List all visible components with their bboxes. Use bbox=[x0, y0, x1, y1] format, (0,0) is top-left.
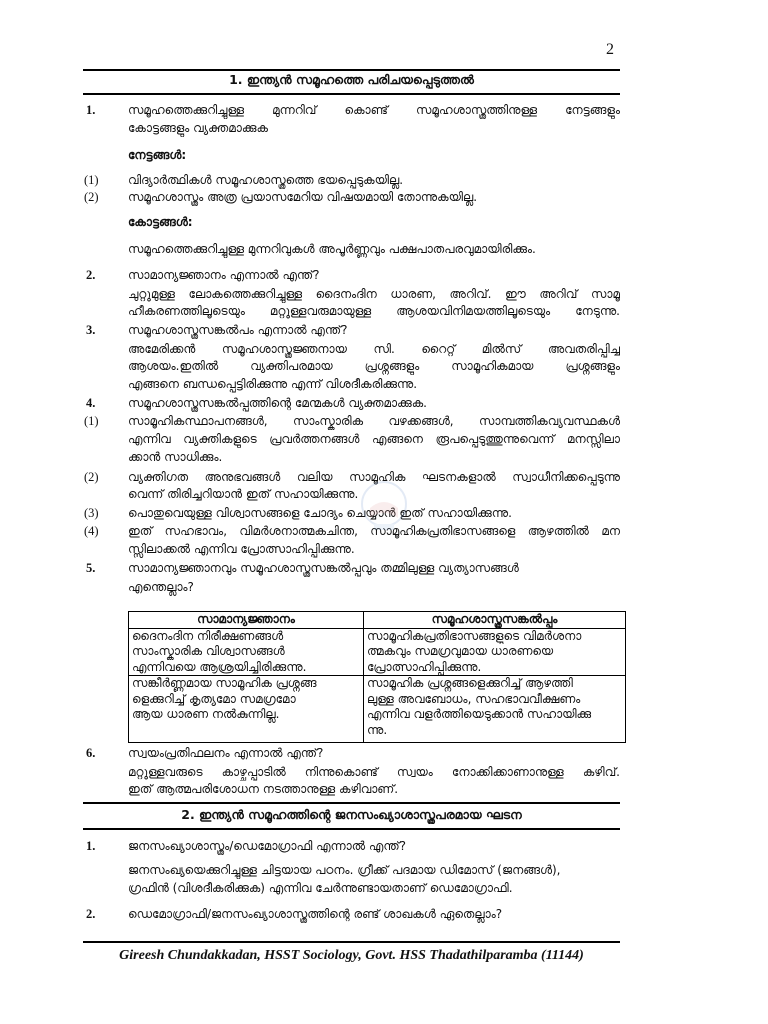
cell-line: എന്നിവയെ ആശ്രയിച്ചിരിക്കുന്നു. bbox=[132, 659, 307, 674]
section-1-heading: 1. ഇന്ത്യൻ സമൂഹത്തെ പരിചയപ്പെടുത്തൽ bbox=[229, 72, 474, 87]
footer-rule bbox=[83, 941, 620, 943]
section-2-heading: 2. ഇന്ത്യൻ സമൂഹത്തിന്റെ ജനസംഖ്യാശാസ്ത്രപരമായ ഘടന bbox=[181, 807, 522, 822]
table-cell bbox=[364, 676, 626, 743]
cell-line: ആയ ധാരണ നൽകുന്നില്ല. bbox=[132, 707, 280, 721]
q3-answer-line: എങ്ങനെ ബന്ധപ്പെട്ടിരിക്കുന്നു എന്ന് വിശദീകരിക്കുന്നു. bbox=[128, 377, 418, 391]
q3-question: സമൂഹശാസ്ത്രസങ്കൽപം എന്നാൽ എന്ത്? bbox=[128, 323, 348, 337]
table-header-cell: സമൂഹശാസ്ത്രസങ്കൽപ്പം bbox=[364, 612, 626, 629]
q6-answer-line: ഇത് ആത്മപരിശോധന നടത്താനുള്ള കഴിവാണ്. bbox=[128, 782, 399, 796]
q3-answer-line: അമേരിക്കൻ സമൂഹശാസ്ത്രജ്ഞനായ സി. റൈറ്റ് മിൽസ് അവതരിപ്പിച്ച bbox=[128, 342, 620, 356]
s2-q2-number: 2. bbox=[86, 907, 96, 921]
cell-line: ളെക്കുറിച്ച് കൃത്യമോ സമഗ്രമോ bbox=[132, 691, 296, 706]
advantage-text: വിദ്യാർത്ഥികൾ സമൂഹശാസ്ത്രത്തെ ഭയപ്പെടുകയില്ല. bbox=[128, 173, 404, 187]
q3-answer-line: ആശയം.ഇതിൽ വ്യക്തിപരമായ പ്രശ്നങ്ങളും സാമൂഹികമായ പ്രശ്നങ്ങളും bbox=[128, 359, 620, 373]
table-header-row bbox=[129, 612, 626, 629]
disadvantages-text: സമൂഹത്തെക്കുറിച്ചുള്ള മുന്നറിവുകൾ അപൂർണ്ണവും പക്ഷപാതപരവുമായിരിക്കും. bbox=[128, 242, 536, 256]
table-row bbox=[129, 676, 626, 743]
s2-q1-question: ജനസംഖ്യാശാസ്ത്രം/ഡെമോഗ്രാഫി എന്നാൽ എന്ത്? bbox=[128, 839, 407, 853]
cell-line: ന്നു. bbox=[367, 722, 388, 737]
advantage-marker: (2) bbox=[84, 190, 99, 204]
cell-line: ലുള്ള അവബോധം, സഹഭാവവീക്ഷണം bbox=[367, 691, 581, 706]
s2-q1-number: 1. bbox=[86, 839, 96, 853]
section-2-bottom-rule bbox=[83, 828, 620, 830]
table-header-cell: സാമാന്യജ്ഞാനം bbox=[129, 612, 364, 629]
q2-answer-line: ഹീകരണത്തിലൂടെയും മറ്റുള്ളവരുമായുള്ള ആശയവിനിമയത്തിലൂടെയും നേടുന്നു. bbox=[128, 304, 620, 318]
q4-point-marker: (2) bbox=[84, 470, 99, 484]
q2-number: 2. bbox=[86, 268, 96, 282]
q6-question: സ്വയംപ്രതിഫലനം എന്നാൽ എന്ത്? bbox=[128, 746, 324, 760]
q4-point-line: എന്നിവ വ്യക്തികളുടെ പ്രവർത്തനങ്ങൾ എങ്ങനെ രൂപപ്പെടുത്തുന്നുവെന്ന് മനസ്സിലാ bbox=[128, 432, 620, 446]
cell-line: ദൈനംദിന നിരീക്ഷണങ്ങൾ bbox=[132, 628, 284, 643]
table-row bbox=[129, 628, 626, 676]
section-1-bottom-rule bbox=[83, 93, 620, 95]
cell-line: പ്രോത്സാഹിപ്പിക്കുന്നു. bbox=[367, 659, 482, 674]
comparison-table bbox=[128, 611, 626, 743]
table-cell bbox=[364, 628, 626, 676]
disadvantages-label: കോട്ടങ്ങൾ: bbox=[128, 215, 193, 229]
cell-line: സാംസ്കാരിക വിശ്വാസങ്ങൾ bbox=[132, 644, 285, 658]
advantage-marker: (1) bbox=[84, 173, 99, 187]
q4-point-line: സ്സിലാക്കൽ എന്നിവ പ്രോത്സാഹിപ്പിക്കുന്നു. bbox=[128, 542, 355, 556]
q4-question: സമൂഹശാസ്ത്രസങ്കൽപ്പത്തിന്റെ മേന്മകൾ വ്യക്തമാക്കുക. bbox=[128, 396, 427, 410]
q4-point-line: പൊതുവെയുള്ള വിശ്വാസങ്ങളെ ചോദ്യം ചെയ്യാൻ ഇത് സഹായിക്കുന്നു. bbox=[128, 506, 512, 520]
q1-number: 1. bbox=[86, 103, 96, 117]
table-cell bbox=[129, 628, 364, 676]
s2-q2-question: ഡെമോഗ്രാഫി/ജനസംഖ്യാശാസ്ത്രത്തിന്റെ രണ്ട് ശാഖകൾ ഏതെല്ലാം? bbox=[128, 907, 503, 921]
q6-answer-line: മറ്റുള്ളവരുടെ കാഴ്ചപ്പാടിൽ നിന്നുകൊണ്ട് സ്വയം നോക്കിക്കാണാനുള്ള കഴിവ്. bbox=[128, 765, 620, 779]
cell-line: സങ്കീർണ്ണമായ സാമൂഹിക പ്രശ്നങ്ങ bbox=[132, 676, 317, 690]
cell-line: സാമൂഹിക പ്രശ്നങ്ങളെക്കുറിച്ച് ആഴത്തി bbox=[367, 676, 573, 690]
q4-point-marker: (1) bbox=[84, 414, 99, 428]
q4-point-line: വെന്ന് തിരിച്ചറിയാൻ ഇത് സഹായിക്കുന്നു. bbox=[128, 487, 359, 501]
q4-point-line: സാമൂഹികസ്ഥാപനങ്ങൾ, സാംസ്കാരിക വഴക്കങ്ങൾ, സാമ്പത്തികവ്യവസ്ഥകൾ bbox=[128, 414, 620, 428]
cell-line: ത്മകവും സമഗ്രവുമായ ധാരണയെ bbox=[367, 644, 554, 658]
advantages-label: നേട്ടങ്ങൾ: bbox=[128, 148, 187, 162]
section-2-top-rule bbox=[83, 802, 620, 804]
q5-number: 5. bbox=[86, 561, 96, 575]
q3-number: 3. bbox=[86, 323, 96, 337]
q5-question-line: എന്തെല്ലാം? bbox=[128, 580, 194, 594]
cell-line: സാമൂഹികപ്രതിഭാസങ്ങളുടെ വിമർശനാ bbox=[367, 628, 582, 643]
s2-q1-answer-line: ജനസംഖ്യയെക്കുറിച്ചുള്ള ചിട്ടയായ പഠനം. ഗ്രീക്ക് പദമായ ഡിമോസ് (ജനങ്ങൾ), bbox=[128, 863, 561, 877]
q4-point-marker: (4) bbox=[84, 524, 99, 538]
q5-question-line: സാമാന്യജ്ഞാനവും സമൂഹശാസ്ത്രസങ്കൽപ്പവും തമ്മിലുള്ള വ്യത്യാസങ്ങൾ bbox=[128, 561, 519, 575]
advantage-text: സമൂഹശാസ്ത്രം അത്ര പ്രയാസമേറിയ വിഷയമായി തോന്നുകയില്ല. bbox=[128, 190, 478, 204]
q1-question-line: കോട്ടങ്ങളും വ്യക്തമാക്കുക bbox=[128, 121, 268, 135]
q2-question: സാമാന്യജ്ഞാനം എന്നാൽ എന്ത്? bbox=[128, 268, 320, 282]
q4-number: 4. bbox=[86, 396, 96, 410]
footer-text: Gireesh Chundakkadan, HSST Sociology, Govt. HSS Thadathilparamba (11144) bbox=[119, 948, 584, 963]
q1-question-line: സമൂഹത്തെക്കുറിച്ചുള്ള മുന്നറിവ് കൊണ്ട് സമൂഹശാസ്ത്രത്തിനുള്ള നേട്ടങ്ങളും bbox=[128, 103, 620, 117]
q4-point-line: ഇത് സഹഭാവം, വിമർശനാത്മകചിന്ത, സാമൂഹികപ്രതിഭാസങ്ങളെ ആഴത്തിൽ മന bbox=[128, 524, 620, 538]
page-number: 2 bbox=[606, 41, 614, 58]
table-cell bbox=[129, 676, 364, 743]
s2-q1-answer-line: ഗ്രഫിൻ (വിശദീകരിക്കുക) എന്നിവ ചേർന്നുണ്ടായതാണ് ഡെമോഗ്രാഫി. bbox=[128, 881, 513, 895]
watermark-logo bbox=[356, 478, 412, 536]
q4-point-marker: (3) bbox=[84, 506, 99, 520]
q4-point-line: ക്കാൻ സാധിക്കും. bbox=[128, 450, 223, 464]
q2-answer-line: ചുറ്റുമുള്ള ലോകത്തെക്കുറിച്ചുള്ള ദൈനംദിന ധാരണ, അറിവ്. ഈ അറിവ് സാമൂ bbox=[128, 287, 620, 301]
q6-number: 6. bbox=[86, 746, 96, 760]
q4-point-line: വ്യക്തിഗത അനുഭവങ്ങൾ വലിയ സാമൂഹിക ഘടനകളാൽ സ്വാധീനിക്കപ്പെടുന്നു bbox=[128, 470, 620, 484]
cell-line: എന്നിവ വളർത്തിയെടുക്കാൻ സഹായിക്കു bbox=[367, 707, 592, 721]
